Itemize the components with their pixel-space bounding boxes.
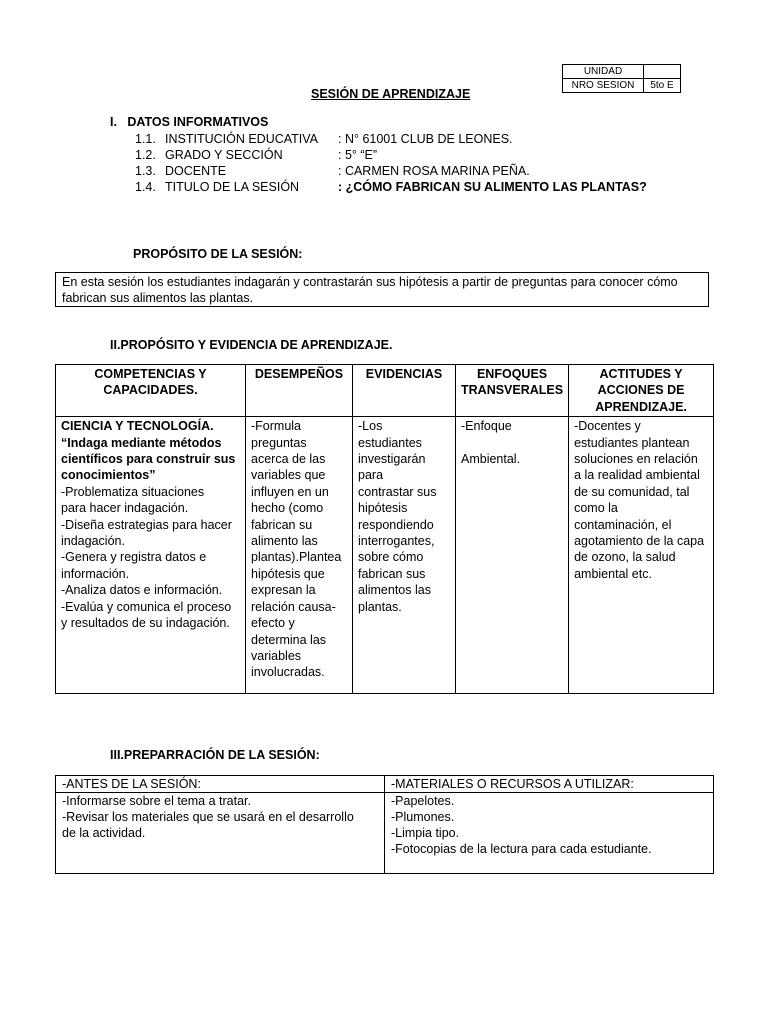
unit-box — [562, 64, 681, 93]
datos-row-key: TITULO DE LA SESIÓN — [165, 180, 300, 194]
datos-row-num: 1.1. — [135, 132, 156, 146]
datos-row-value: : 5° “E” — [338, 148, 378, 162]
header-enfoques: ENFOQUES TRANSVERALES — [456, 365, 569, 417]
header-actitudes: ACTITUDES Y ACCIONES DE APRENDIZAJE. — [569, 365, 714, 417]
cell-enfoques: -Enfoque Ambiental. — [456, 417, 569, 694]
purpose-text: fabrican sus alimentos las plantas. — [62, 291, 254, 305]
datos-row-key: GRADO Y SECCIÓN — [165, 148, 283, 162]
purpose-box — [55, 272, 709, 307]
unidad-value — [644, 65, 681, 79]
cell-antes: -Informarse sobre el tema a tratar. -Revisar los materiales que se usará en el desarrollo de la actividad. — [56, 793, 385, 874]
header-evidencias: EVIDENCIAS — [353, 365, 456, 417]
datos-row-key: DOCENTE — [165, 164, 227, 178]
unidad-label: UNIDAD — [563, 65, 644, 79]
section3-heading: III.PREPARRACIÓN DE LA SESIÓN: — [110, 748, 320, 762]
purpose-text: En esta sesión los estudiantes indagarán y contrastarán sus hipótesis a partir de preguntas para conocer cómo — [62, 275, 678, 289]
preparacion-table — [55, 775, 714, 874]
datos-row-num: 1.3. — [135, 164, 156, 178]
purpose-heading: PROPÓSITO DE LA SESIÓN: — [133, 247, 303, 261]
header-antes: -ANTES DE LA SESIÓN: — [56, 776, 385, 793]
cell-materiales: -Papelotes. -Plumones. -Limpia tipo. -Fotocopias de la lectura para cada estudiante. — [385, 793, 714, 874]
datos-row-value: : N° 61001 CLUB DE LEONES. — [338, 132, 513, 146]
competencias-table — [55, 364, 714, 694]
datos-row-value: : CARMEN ROSA MARINA PEÑA. — [338, 164, 530, 178]
cell-desempenos: -Formula preguntas acerca de las variables que influyen en un hecho (como fabrican su alimento las plantas).Plantea hipótesis que expresan la relación causa- efecto y determina las variables involucradas. — [246, 417, 353, 694]
header-materiales: -MATERIALES O RECURSOS A UTILIZAR: — [385, 776, 714, 793]
section2-heading: II.PROPÓSITO Y EVIDENCIA DE APRENDIZAJE. — [110, 338, 393, 352]
datos-row-value: : ¿CÓMO FABRICAN SU ALIMENTO LAS PLANTAS? — [338, 180, 647, 194]
sesion-label: NRO SESION — [563, 79, 644, 93]
cell-competencias: CIENCIA Y TECNOLOGÍA. “Indaga mediante métodos científicos para construir sus conocimientos” -Problematiza situaciones para hacer indagación. -Diseña estrategias para hacer indagación. -Genera y registra datos e información. -Analiza datos e información. -Evalúa y comunica el proceso y resultados de su indagación. — [56, 417, 246, 694]
sesion-value: 5to E — [644, 79, 681, 93]
datos-row-num: 1.2. — [135, 148, 156, 162]
cell-evidencias: -Los estudiantes investigarán para contrastar sus hipótesis respondiendo interrogantes, sobre cómo fabrican sus alimentos las plantas. — [353, 417, 456, 694]
header-desempenos: DESEMPEÑOS — [246, 365, 353, 417]
header-competencias: COMPETENCIAS Y CAPACIDADES. — [56, 365, 246, 417]
section1-heading: I. DATOS INFORMATIVOS — [110, 115, 269, 129]
page-title: SESIÓN DE APRENDIZAJE — [311, 87, 471, 101]
cell-actitudes: -Docentes y estudiantes plantean soluciones en relación a la realidad ambiental de su comunidad, tal como la contaminación, el agotamiento de la capa de ozono, la salud ambiental etc. — [569, 417, 714, 694]
datos-row-key: INSTITUCIÓN EDUCATIVA — [165, 132, 319, 146]
datos-row-num: 1.4. — [135, 180, 156, 194]
